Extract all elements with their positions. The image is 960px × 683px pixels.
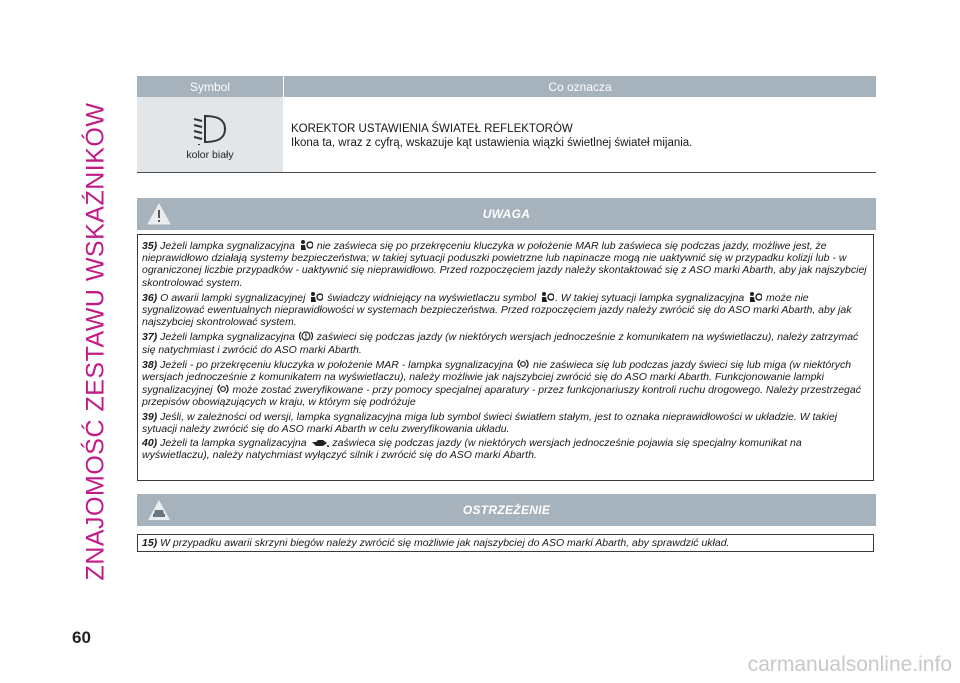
abs-icon [217, 383, 229, 395]
symbol-cell [137, 97, 283, 172]
caution-notes [137, 534, 874, 552]
meaning-cell [283, 97, 876, 172]
meaning-title: KOREKTOR USTAWIENIA ŚWIATEŁ REFLEKTORÓW [291, 123, 573, 135]
note-36: 36) O awarii lampki sygnalizacyjnej świadczy widniejący na wyświetlaczu symbol . W takiej sytuacji lampka sygnalizacyjna może nie sygnalizować ewentualnych nieprawidłowości w systemach bezpieczeństwa. Przed rozpoczęciem jazdy należy zwrócić się do ASO marki Abarth, aby jak najszybciej skontrolować system. [142, 291, 852, 329]
table-row [137, 97, 876, 173]
note-15: 15) W przypadku awarii skrzyni biegów należy zwrócić się możliwie jak najszybciej do ASO marki Abarth, aby sprawdzić układ. [142, 537, 730, 549]
symbol-table [137, 76, 876, 173]
note-38: 38) Jeżeli - po przekręceniu kluczyka w położenie MAR - lampka sygnalizacyjna nie zaświeca się lub podczas jazdy świeci się lub miga (w niektórych wersjach jednocześnie z komunikatem na wyświetlaczu), należy możliwie jak najszybciej zwrócić się do ASO marki Abarth. Funkcjonowanie lampki sygnalizacyjnej może zostać zweryfikowane - przy pomocy specjalnej aparatury - przez funkcjonariuszy kontroli ruchu drogowego. Należy przestrzegać przepisów obowiązujących w kraju, w którym się podróżuje [142, 358, 861, 409]
symbol-color-label: kolor biały [186, 149, 234, 161]
car-caution-icon [147, 499, 171, 521]
warning-banner [137, 198, 876, 230]
chapter-side-title [78, 46, 114, 636]
caution-title: OSTRZEŻENIE [462, 503, 551, 517]
abs-icon [517, 358, 529, 370]
watermark: carmanualsonline.info [747, 653, 952, 676]
meaning-description: Ikona ta, wraz z cyfrą, wskazuje kąt ustawienia wiązki świetlnej świateł mijania. [291, 137, 693, 149]
warning-triangle-icon [147, 203, 171, 225]
oil-pressure-icon [311, 438, 329, 448]
headlight-leveling-icon [191, 112, 229, 146]
brake-warning-icon [299, 330, 313, 342]
airbag-icon [748, 291, 762, 303]
caution-banner [137, 494, 876, 526]
airbag-icon [299, 239, 313, 251]
warning-notes [137, 234, 874, 481]
page-number: 60 [72, 628, 91, 647]
symbol-table-header [137, 76, 876, 97]
chapter-title-text: ZNAJOMOŚĆ ZESTAWU WSKAŹNIKÓW [81, 102, 110, 580]
note-37: 37) Jeżeli lampka sygnalizacyjna zaświeci się podczas jazdy (w niektórych wersjach jednocześnie z komunikatem na wyświetlaczu), należy zatrzymać się natychmiast i zwrócić do ASO marki Abarth. [142, 331, 859, 356]
airbag-icon [540, 291, 554, 303]
note-39: 39) Jeśli, w zależności od wersji, lampka sygnalizacyjna miga lub symbol świeci światłem stałym, jest to oznaka nieprawidłowości w układzie. W takiej sytuacji należy zwrócić się do ASO marki Abarth w celu zweryfikowania układu. [142, 410, 838, 435]
note-35: 35) Jeżeli lampka sygnalizacyjna nie zaświeca się po przekręceniu kluczyka w położenie MAR lub zaświeca się podczas jazdy, możliwe jest, że nieprawidłowo działają systemy bezpieczeństwa; w takiej sytuacji poduszki powietrzne lub napinacze mogą nie uaktywnić się w przypadku kolizji lub - w ograniczonej liczbie przypadków - uaktywnić się nieprawidłowo. Przed rozpoczęciem jazdy należy skontaktować się z ASO marki Abarth, aby jak najszybciej skontrolować system. [142, 240, 867, 289]
airbag-icon [309, 291, 323, 303]
column-header-meaning: Co oznacza [283, 76, 876, 97]
warning-title: UWAGA [482, 207, 531, 221]
column-header-symbol: Symbol [189, 79, 230, 94]
note-40: 40) Jeżeli ta lampka sygnalizacyjna zaświeca się podczas jazdy (w niektórych wersjach jednocześnie pojawia się specjalny komunikat na wyświetlaczu), należy natychmiast wyłączyć silnik i zwrócić się do ASO marki Abarth. [142, 437, 802, 462]
